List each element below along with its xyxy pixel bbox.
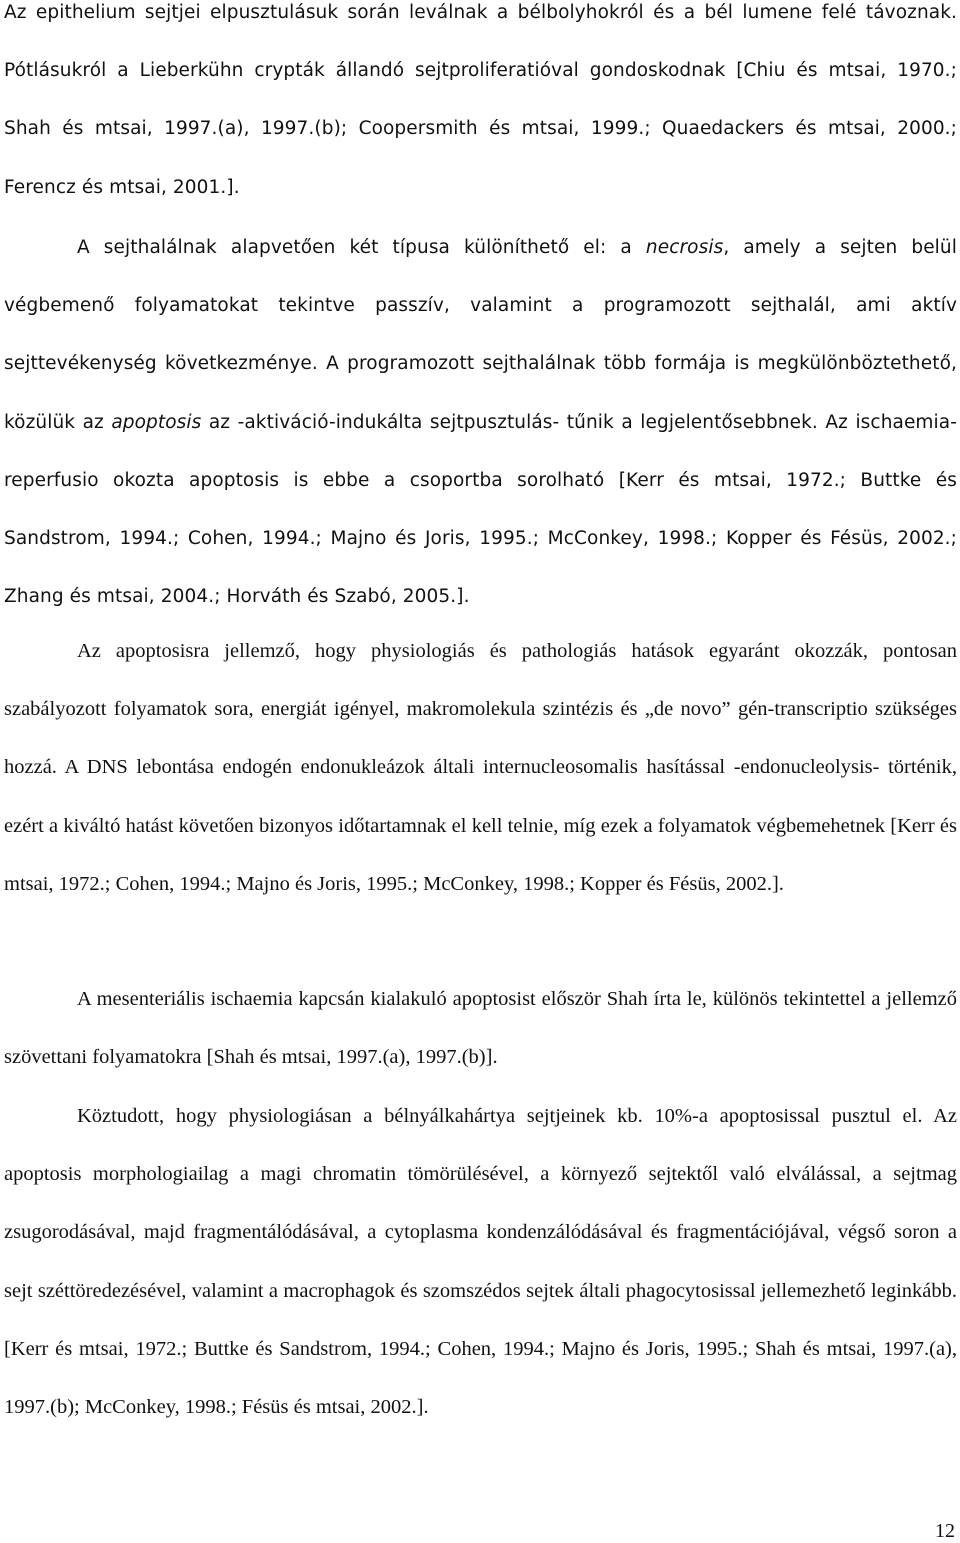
paragraph-physiological-apoptosis [4,1087,957,1436]
italic-term-necrosis: necrosis [645,237,724,258]
paragraph-text: A sejthalálnak alapvetően két típusa különíthető el: a [77,237,646,258]
paragraph-text: Az epithelium sejtjei elpusztulásuk során leválnak a bélbolyhokról és a bél lumene felé távoznak. Pótlásukról a Lieberkühn crypták állandó sejtproliferatióval gondoskodnak [Chiu és mtsai, 1970.; Shah és mtsai, 1997.(a), 1997.(b); Coopersmith és mtsai, 1999.; Quaedackers és mtsai, 2000.; Ferencz és mtsai, 2001.]. [4,2,957,198]
paragraph-text: , amely a sejten belül végbemenő folyamatokat tekintve passzív, valamint a programozott sejthalál, ami aktív sejttevékenység következménye. A programozott sejthalálnak több formája is megkülönböztethető, közülük az [4,237,957,433]
paragraph-text: A mesenteriális ischaemia kapcsán kialakuló apoptosist először Shah írta le, különös tekintettel a jellemző szövettani folyamatokra [Shah és mtsai, 1997.(a), 1997.(b)]. [4,988,957,1069]
page-number: 12 [935,1520,955,1542]
paragraph-apoptosis-features [4,622,957,913]
paragraph-cell-death-types [4,219,957,626]
paragraph-epithelium [4,0,957,217]
paragraph-text: Köztudott, hogy physiologiásan a bélnyálkahártya sejtjeinek kb. 10%-a apoptosissal pusztul el. Az apoptosis morphologiailag a magi chromatin tömörülésével, a környező sejtektől való elválással, a sejtmag zsugorodásával, majd fragmentálódásával, a cytoplasma kondenzálódásával és fragmentációjával, végső soron a sejt széttöredezésével, valamint a macrophagok és szomszédos sejtek általi phagocytosissal jellemezhető leginkább. [Kerr és mtsai, 1972.; Buttke és Sandstrom, 1994.; Cohen, 1994.; Majno és Joris, 1995.; Shah és mtsai, 1997.(a), 1997.(b); McConkey, 1998.; Fésüs és mtsai, 2002.]. [4,1105,957,1419]
paragraph-text: az -aktiváció-indukálta sejtpusztulás- tűnik a legjelentősebbnek. Az ischaemia-reperfusio okozta apoptosis is ebbe a csoportba sorolható [Kerr és mtsai, 1972.; Buttke és Sandstrom, 1994.; Cohen, 1994.; Majno és Joris, 1995.; McConkey, 1998.; Kopper és Fésüs, 2002.; Zhang és mtsai, 2004.; Horváth és Szabó, 2005.]. [4,411,958,608]
paragraph-mesenteric-ischaemia [4,970,957,1086]
italic-term-apoptosis: apoptosis [111,411,202,433]
paragraph-text: Az apoptosisra jellemző, hogy physiologiás és pathologiás hatások egyaránt okozzák, pontosan szabályozott folyamatok sora, energiát igényel, makromolekula szintézis és „de novo” gén-transcriptio szükséges hozzá. A DNS lebontása endogén endonukleázok általi internucleosomalis hasítással -endonucleolysis- történik, ezért a kiváltó hatást követően bizonyos időtartamnak el kell telnie, míg ezek a folyamatok végbemehetnek [Kerr és mtsai, 1972.; Cohen, 1994.; Majno és Joris, 1995.; McConkey, 1998.; Kopper és Fésüs, 2002.]. [4,640,957,895]
